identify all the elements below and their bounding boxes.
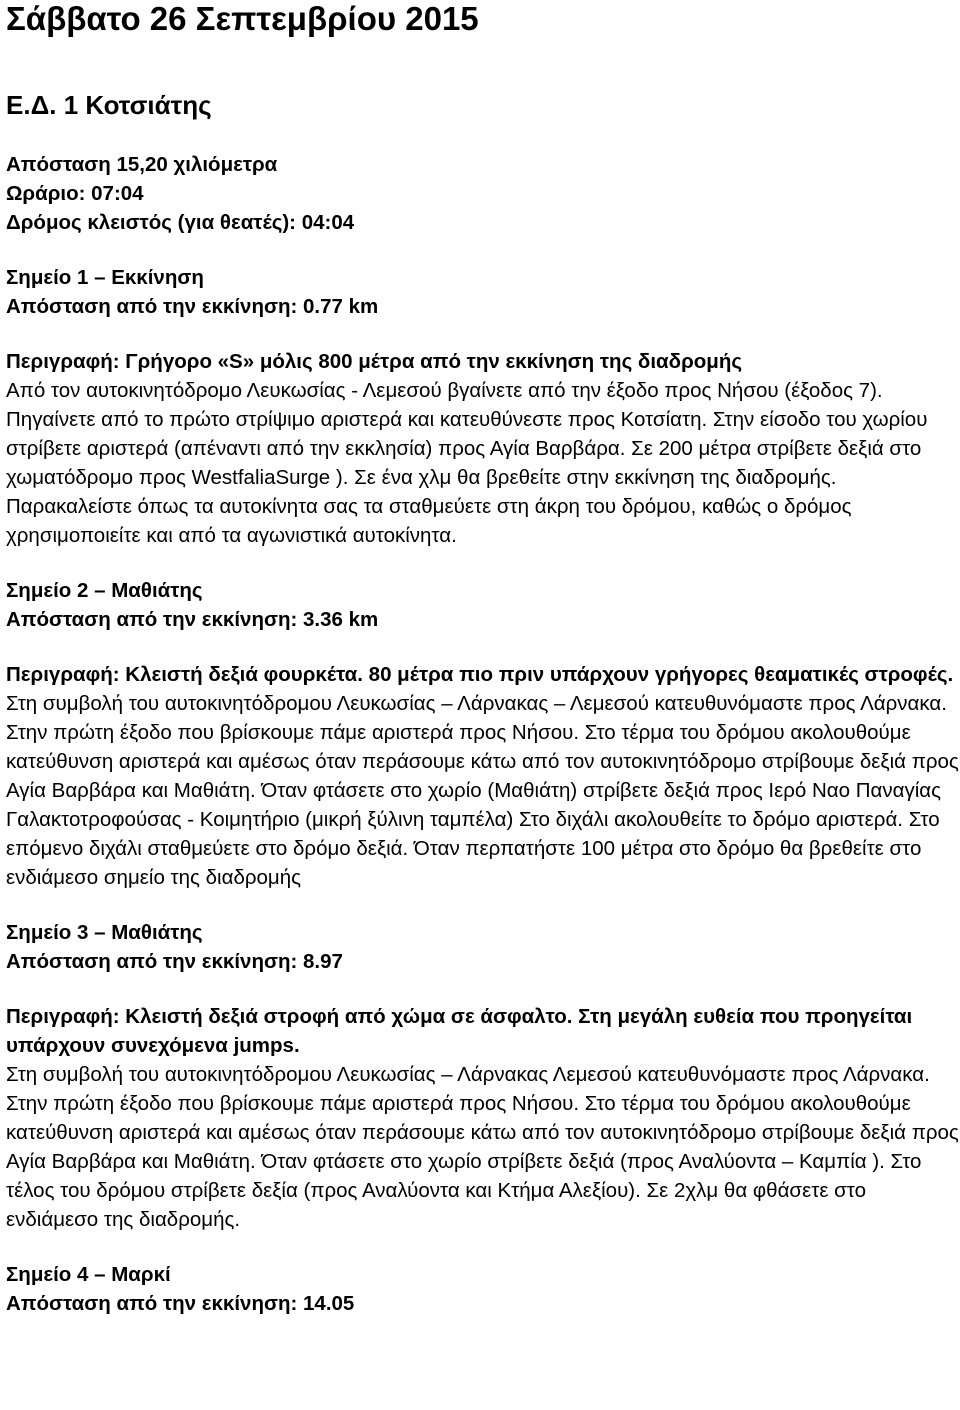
point-1-description-title: Περιγραφή: Γρήγορο «S» μόλις 800 μέτρα από την εκκίνηση της διαδρομής [6,350,743,373]
point-1-heading: Σημείο 1 – Εκκίνηση [6,266,204,289]
point-4-header [6,1260,960,1318]
page-title: Σάββατο 26 Σεπτεμβρίου 2015 [6,0,479,37]
stage-title: Ε.Δ. 1 Κοτσιάτης [6,90,212,120]
point-3-distance: Απόσταση από την εκκίνηση: 8.97 [6,950,343,973]
point-4-distance: Απόσταση από την εκκίνηση: 14.05 [6,1292,355,1315]
point-2-description-block [6,660,960,892]
point-2-distance: Απόσταση από την εκκίνηση: 3.36 km [6,608,379,631]
point-3-heading: Σημείο 3 – Μαθιάτης [6,921,203,944]
stage-distance: Απόσταση 15,20 χιλιόμετρα [6,153,278,176]
road-closed-time: Δρόμος κλειστός (για θεατές): 04:04 [6,211,355,234]
point-1-description-block [6,347,960,550]
point-2-description: Στη συμβολή του αυτοκινητόδρομου Λευκωσίας – Λάρνακας – Λεμεσού κατευθυνόμαστε προς Λάρνακα. Στην πρώτη έξοδο που βρίσκουμε πάμε αριστερά προς Νήσου. Στο τέρμα του δρόμου ακολουθούμε κατεύθυνση αριστερά και αμέσως όταν περάσουμε κάτω από τον αυτοκινητόδρομο στρίβουμε δεξιά προς Αγία Βαρβάρα και Μαθιάτη. Όταν φτάσετε στο χωρίο (Μαθιάτη) στρίβετε δεξιά προς Ιερό Ναο Παναγίας Γαλακτοτροφούσας - Κοιμητήριο (μικρή ξύλινη ταμπέλα) Στο διχάλι ακολουθείτε το δρόμο αριστερά. Στο επόμενο διχάλι σταθμεύετε στο δρόμο δεξιά. Όταν περπατήστε 100 μέτρα στο δρόμο θα βρεθείτε στο ενδιάμεσο σημείο της διαδρομής [6,692,959,889]
point-3-description-title: Περιγραφή: Κλειστή δεξιά στροφή από χώμα σε άσφαλτο. Στη μεγάλη ευθεία που προηγείται υπάρχουν συνεχόμενα jumps. [6,1005,913,1057]
point-1-header [6,263,960,321]
point-1-description: Από τον αυτοκινητόδρομο Λευκωσίας - Λεμεσού βγαίνετε από την έξοδο προς Νήσου (έξοδος 7). Πηγαίνετε από το πρώτο στρίψιμο αριστερά και κατευθύνεστε προς Κοτσίατη. Στην είσοδο του χωρίου στρίβετε αριστερά (απέναντι από την εκκλησία) προς Αγία Βαρβάρα. Σε 200 μέτρα στρίβετε δεξιά στο χωματόδρομο προς WestfaliaSurge ). Σε ένα χλμ θα βρεθείτε στην εκκίνηση της διαδρομής. Παρακαλείστε όπως τα αυτοκίνητα σας τα σταθμεύετε στη άκρη του δρόμου, καθώς ο δρόμος χρησιμοποιείτε και από τα αγωνιστικά αυτοκίνητα. [6,379,928,547]
point-2-header [6,576,960,634]
point-4-heading: Σημείο 4 – Μαρκί [6,1263,171,1286]
point-3-description: Στη συμβολή του αυτοκινητόδρομου Λευκωσίας – Λάρνακας Λεμεσού κατευθυνόμαστε προς Λάρνακα. Στην πρώτη έξοδο που βρίσκουμε πάμε αριστερά προς Νήσου. Στο τέρμα του δρόμου ακολουθούμε κατεύθυνση αριστερά και αμέσως όταν περάσουμε κάτω από τον αυτοκινητόδρομο στρίβουμε δεξιά προς Αγία Βαρβάρα και Μαθιάτη. Όταν φτάσετε στο χωρίο στρίβετε δεξιά (προς Αναλύοντα – Καμπία ). Στο τέλος του δρόμου στρίβετε δεξία (προς Αναλύοντα και Κτήμα Αλεξίου). Σε 2χλμ θα φθάσετε στο ενδιάμεσο της διαδρομής. [6,1063,959,1231]
stage-info [6,150,960,237]
point-2-heading: Σημείο 2 – Μαθιάτης [6,579,203,602]
point-3-description-block [6,1002,960,1234]
point-2-description-title: Περιγραφή: Κλειστή δεξιά φουρκέτα. 80 μέτρα πιο πριν υπάρχουν γρήγορες θεαματικές στροφές. [6,663,954,686]
point-1-distance: Απόσταση από την εκκίνηση: 0.77 km [6,295,379,318]
stage-schedule: Ωράριο: 07:04 [6,182,144,205]
point-3-header [6,918,960,976]
